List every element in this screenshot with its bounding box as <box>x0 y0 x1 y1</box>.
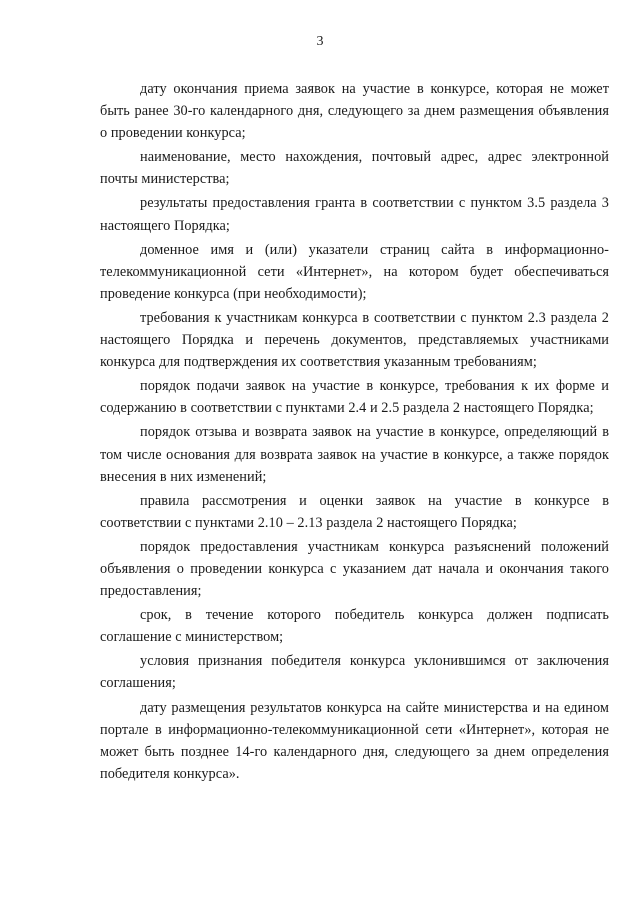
paragraph-grant-results: результаты предоставления гранта в соответствии с пунктом 3.5 раздела 3 настоящего Порядка; <box>100 195 609 234</box>
paragraph-ministry-contacts: наименование, место нахождения, почтовый адрес, адрес электронной почты министерства; <box>100 149 609 188</box>
paragraph-domain-name: доменное имя и (или) указатели страниц сайта в информационно-телекоммуникационной сети «Интернет», на котором будет обеспечиваться проведение конкурса (при необходимости); <box>100 241 609 302</box>
document-body <box>100 78 609 785</box>
paragraph-withdrawal-procedure: порядок отзыва и возврата заявок на участие в конкурсе, определяющий в том числе основания для возврата заявок на участие в конкурсе, а также порядок внесения в них изменений; <box>100 424 609 485</box>
paragraph-clarification-procedure: порядок предоставления участникам конкурса разъяснений положений объявления о проведении конкурса с указанием дат начала и окончания такого предоставления; <box>100 538 609 600</box>
paragraph-results-publication: дату размещения результатов конкурса на сайте министерства и на едином портале в информационно-телекоммуникационной сети «Интернет», которая не может быть позднее 14-го календарного дня, следующего за днем определения победителя конкурса». <box>100 699 609 782</box>
paragraph-application-deadline: дату окончания приема заявок на участие в конкурсе, которая не может быть ранее 30-го календарного дня, следующего за днем размещения объявления о проведении конкурса; <box>100 81 609 142</box>
paragraph-signing-deadline: срок, в течение которого победитель конкурса должен подписать соглашение с министерством; <box>100 607 609 646</box>
paragraph-submission-procedure: порядок подачи заявок на участие в конкурсе, требования к их форме и содержанию в соответствии с пунктами 2.4 и 2.5 раздела 2 настоящего Порядка; <box>100 378 609 417</box>
page-number: 3 <box>316 34 324 49</box>
paragraph-evasion-conditions: условия признания победителя конкурса уклонившимся от заключения соглашения; <box>100 653 609 692</box>
paragraph-evaluation-rules: правила рассмотрения и оценки заявок на участие в конкурсе в соответствии с пунктами 2.10 – 2.13 раздела 2 настоящего Порядка; <box>100 492 609 531</box>
paragraph-participant-requirements: требования к участникам конкурса в соответствии с пунктом 2.3 раздела 2 настоящего Порядка и перечень документов, представляемых участниками конкурса для подтверждения их соответствия указанным требованиям; <box>100 309 609 371</box>
